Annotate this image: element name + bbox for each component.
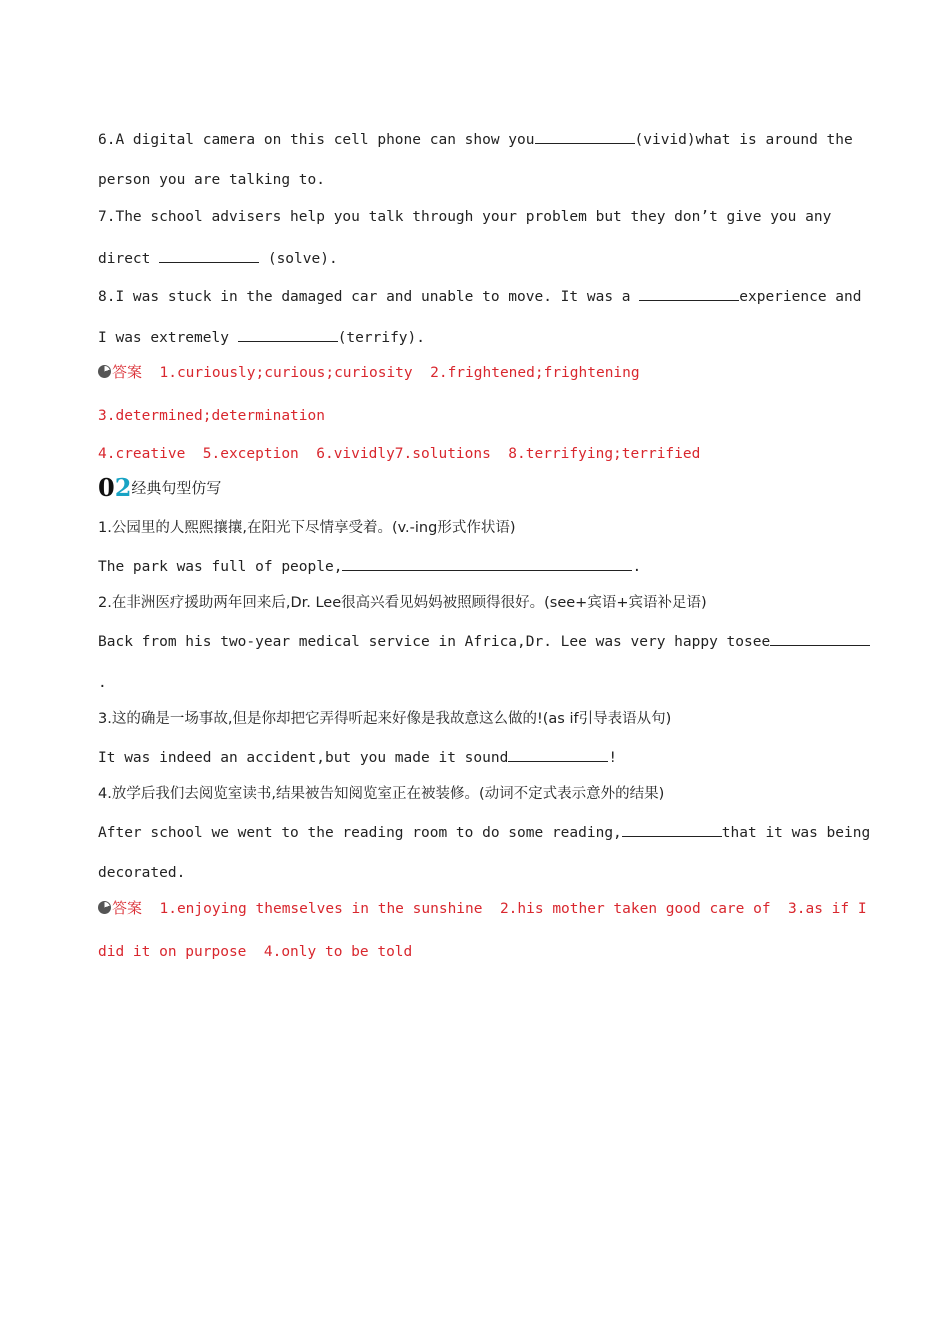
sentence-3-chinese: 3.这的确是一场事故,但是你却把它弄得听起来好像是我故意这么做的!(as if引导表语从句) [98, 711, 672, 727]
answer-block-2-line-1: 答案 1.enjoying themselves in the sunshine 2.his mother taken good care of 3.as if I [98, 898, 867, 919]
sentence-2-chinese: 2.在非洲医疗援助两年回来后,Dr. Lee很高兴看见妈妈被照顾得很好。(see+宾语+宾语补足语) [98, 595, 707, 611]
answer-blank[interactable] [238, 327, 338, 342]
answer-blank[interactable] [535, 129, 635, 144]
answer-blank[interactable] [342, 556, 632, 571]
answer-block-1-line-1: 答案 1.curiously;curious;curiosity 2.frightened;frightening [98, 362, 640, 383]
answer-icon [98, 365, 111, 378]
question-7: 7.The school advisers help you talk through your problem but they don’t give you any [98, 209, 832, 225]
question-7-cont: direct (solve). [98, 248, 338, 269]
sentence-1-chinese: 1.公园里的人熙熙攘攘,在阳光下尽情享受着。(v.-ing形式作状语) [98, 520, 516, 536]
answer-block-2-line-2: did it on purpose 4.only to be told [98, 944, 413, 960]
question-6-cont: person you are talking to. [98, 172, 325, 188]
sentence-2-english: Back from his two-year medical service in Africa,Dr. Lee was very happy tosee [98, 631, 870, 652]
answer-blank[interactable] [770, 631, 870, 646]
section-number: 02 [98, 473, 132, 502]
answer-block-1-line-2: 3.determined;determination [98, 408, 325, 424]
answer-block-1-line-3: 4.creative 5.exception 6.vividly7.solutions 8.terrifying;terrified [98, 446, 701, 462]
question-6: 6.A digital camera on this cell phone can show you (vivid)what is around the [98, 129, 853, 150]
section-2-heading [98, 474, 221, 506]
answer-blank[interactable] [159, 248, 259, 263]
answer-blank[interactable] [508, 747, 608, 762]
answer-blank[interactable] [622, 822, 722, 837]
sentence-1-english: The park was full of people, . [98, 556, 641, 577]
sentence-2-period: . [98, 675, 107, 691]
answer-blank[interactable] [639, 286, 739, 301]
question-8-cont: I was extremely (terrify). [98, 327, 425, 348]
sentence-4-english-cont: decorated. [98, 865, 186, 881]
question-8: 8.I was stuck in the damaged car and unable to move. It was a experience and [98, 286, 861, 307]
section-title: 经典句型仿写 [131, 479, 222, 497]
sentence-4-english: After school we went to the reading room to do some reading, that it was being [98, 822, 870, 843]
sentence-4-chinese: 4.放学后我们去阅览室读书,结果被告知阅览室正在被装修。(动词不定式表示意外的结果) [98, 786, 665, 802]
answer-icon [98, 901, 111, 914]
sentence-3-english: It was indeed an accident,but you made it sound ! [98, 747, 617, 768]
